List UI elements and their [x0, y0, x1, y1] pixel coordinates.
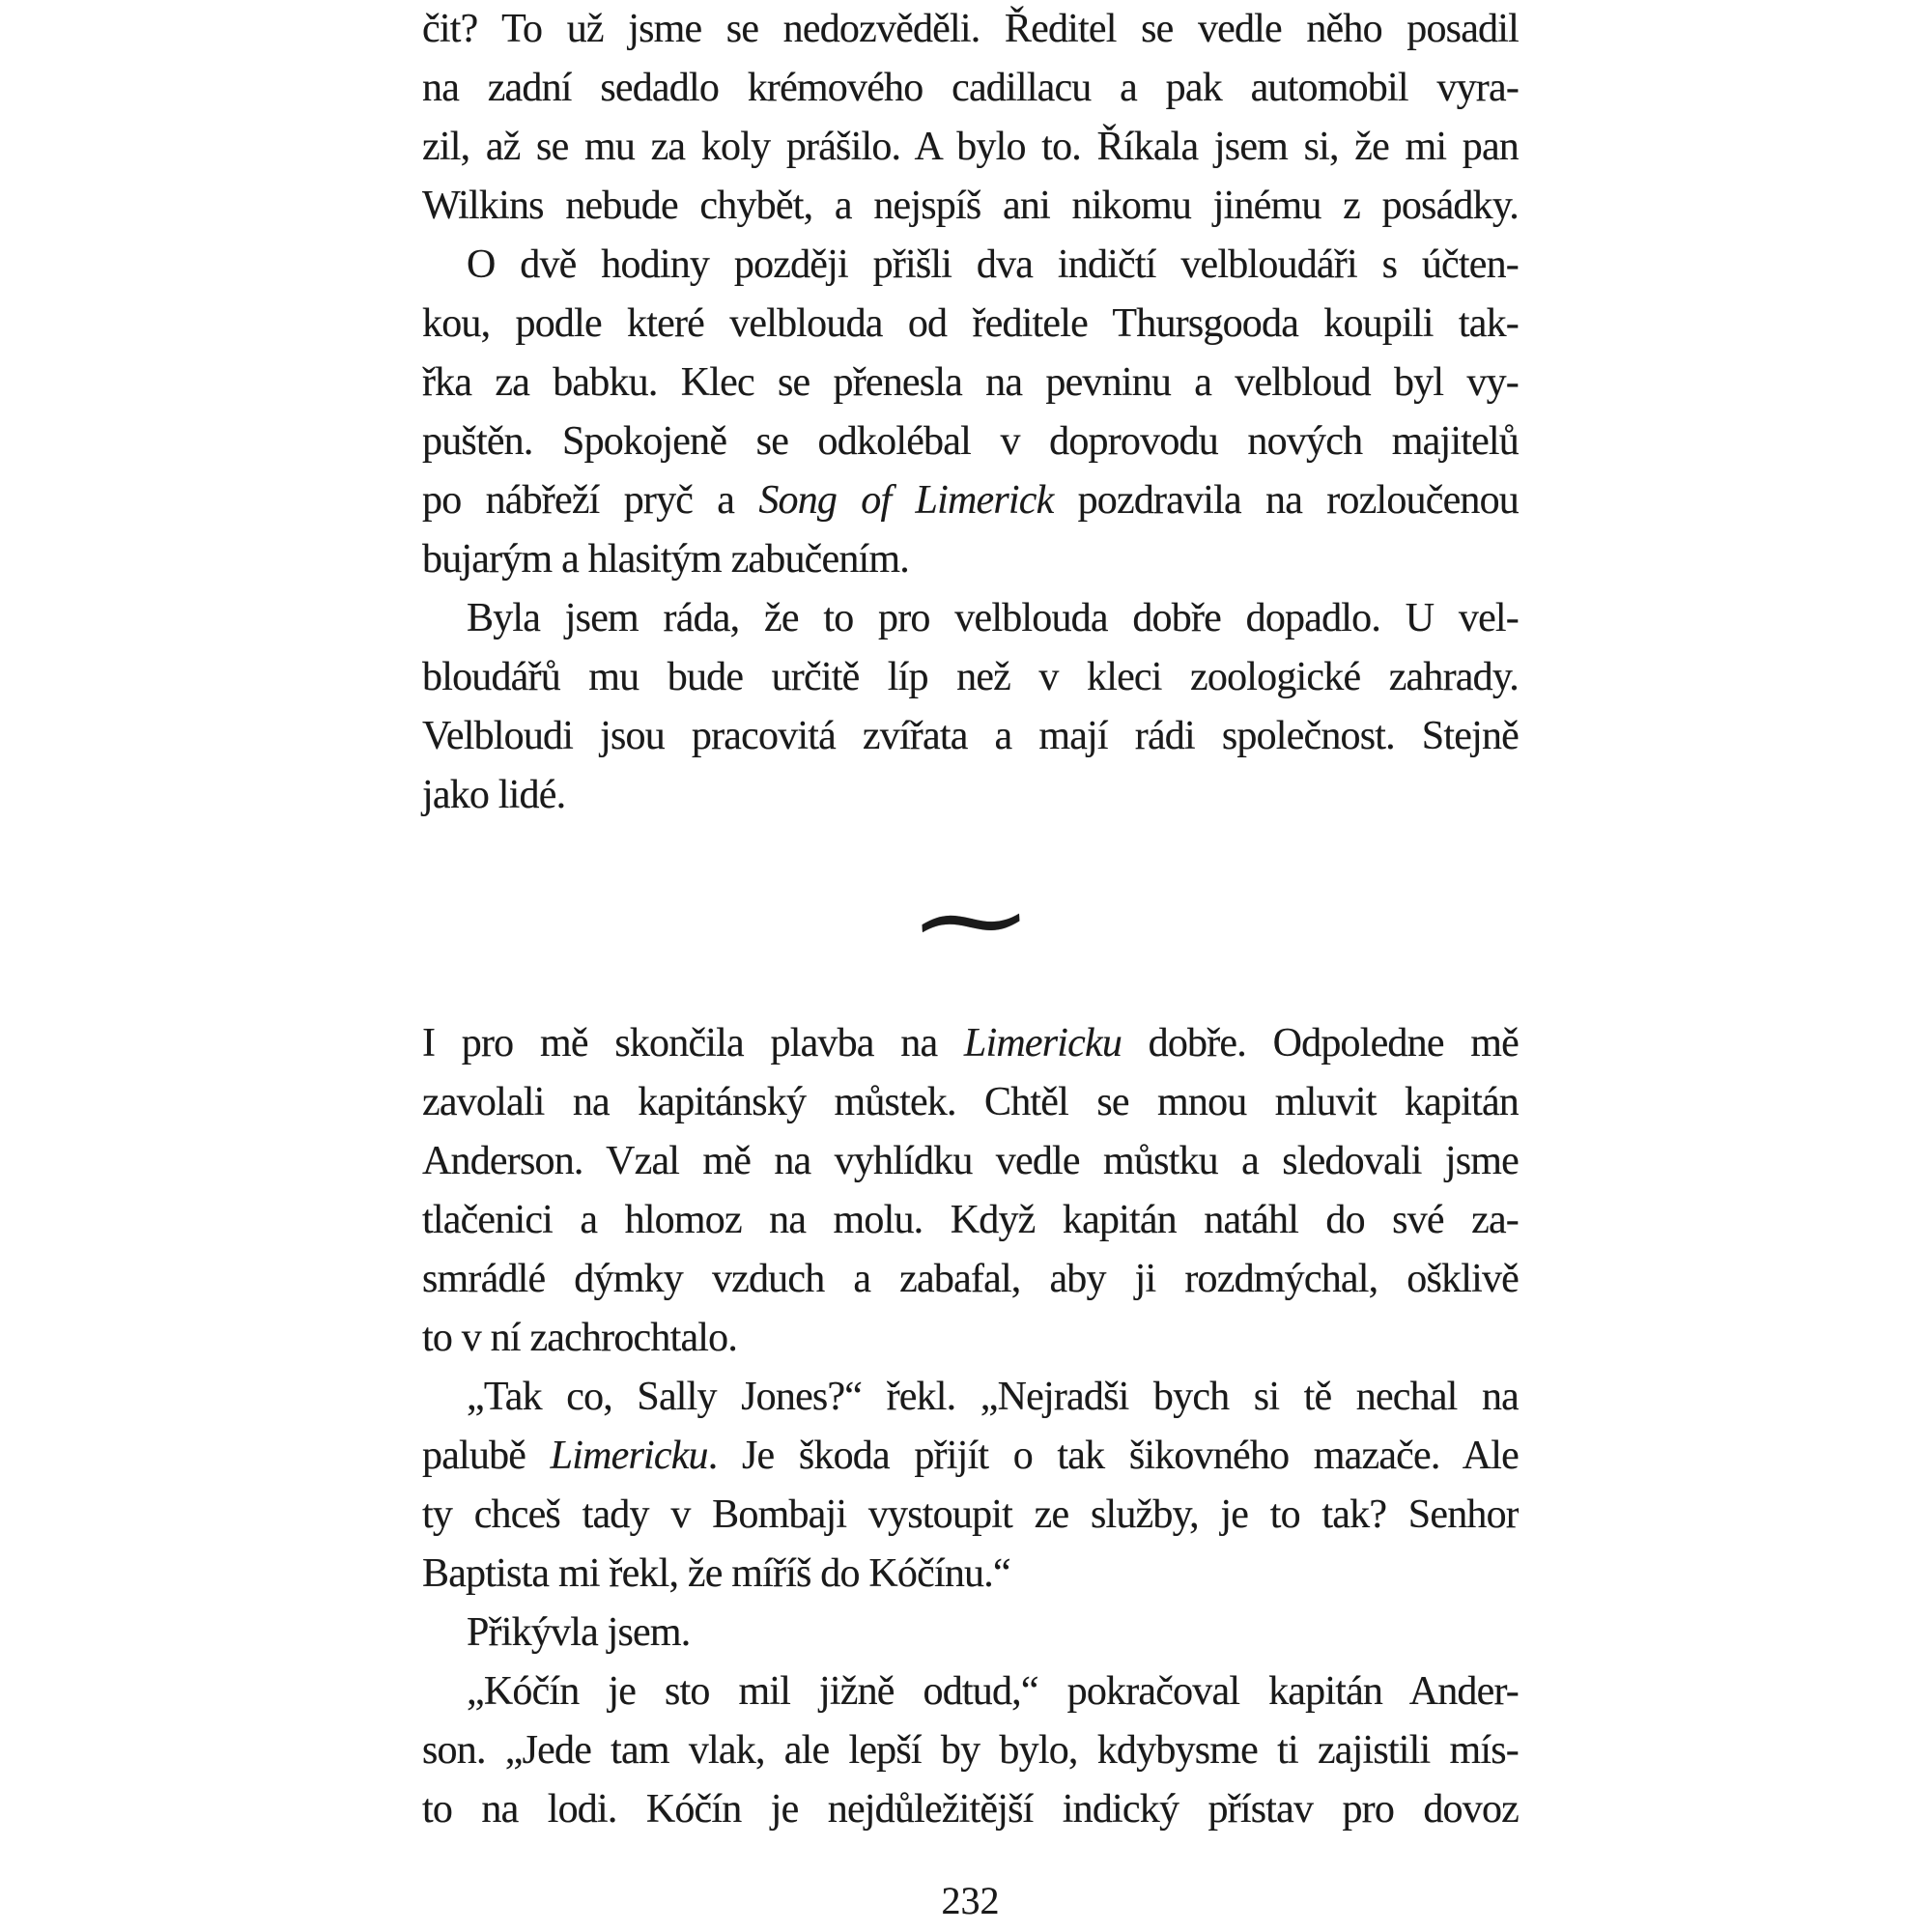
text-segment: Baptista mi řekl, že míříš do Kóčínu.“	[422, 1551, 1010, 1596]
text-segment: dobře. Odpoledne mě	[1122, 1021, 1519, 1065]
text-line	[422, 354, 1519, 412]
text-line	[422, 1604, 1519, 1662]
text-segment: palubě	[422, 1434, 551, 1478]
text-segment: zavolali na kapitánský můstek. Chtěl se mnou mluvit kapitán	[422, 1080, 1519, 1124]
paragraph	[422, 236, 1519, 589]
section-divider	[422, 825, 1519, 1014]
text-segment: po nábřeží pryč a	[422, 478, 759, 523]
text-segment: Anderson. Vzal mě na vyhlídku vedle můstku a sledovali jsme	[422, 1139, 1519, 1183]
text-segment: tlačenici a hlomoz na molu. Když kapitán natáhl do své za-	[422, 1198, 1519, 1242]
text-segment: řka za babku. Klec se přenesla na pevninu a velbloud byl vy-	[422, 360, 1519, 405]
text-segment: smrádlé dýmky vzduch a zabafal, aby ji rozdmýchal, ošklivě	[422, 1257, 1519, 1301]
ship-name-italic: Limericku	[963, 1021, 1122, 1065]
section-1	[422, 0, 1519, 825]
text-segment: bloudářů mu bude určitě líp než v kleci zoologické zahrady.	[422, 655, 1519, 699]
paragraph	[422, 1368, 1519, 1604]
text-line	[422, 118, 1519, 177]
text-line	[422, 177, 1519, 236]
text-line	[422, 1014, 1519, 1073]
text-segment: ty chceš tady v Bombaji vystoupit ze služby, je to tak? Senhor	[422, 1492, 1519, 1537]
text-segment: kou, podle které velblouda od ředitele Thursgooda koupili tak-	[422, 301, 1519, 346]
text-segment: Wilkins nebude chybět, a nejspíš ani nikomu jinému z posádky.	[422, 184, 1519, 228]
text-line	[422, 766, 1519, 825]
text-segment: O dvě hodiny později přišli dva indičtí velbloudáři s účten-	[467, 242, 1519, 287]
text-line	[422, 530, 1519, 589]
text-line	[422, 236, 1519, 295]
text-line	[422, 1486, 1519, 1545]
text-line	[422, 707, 1519, 766]
text-line	[422, 0, 1519, 59]
section-2	[422, 1014, 1519, 1839]
ship-name-italic: Limericku	[550, 1434, 708, 1478]
book-page	[422, 0, 1519, 1932]
text-line	[422, 1073, 1519, 1132]
paragraph	[422, 0, 1519, 236]
text-line	[422, 1309, 1519, 1368]
text-segment: na zadní sedadlo krémového cadillacu a pak automobil vyra-	[422, 66, 1519, 110]
text-segment: „Tak co, Sally Jones?“ řekl. „Nejradši bych si tě nechal na	[467, 1375, 1519, 1419]
text-line	[422, 1545, 1519, 1604]
text-line	[422, 59, 1519, 118]
text-segment: bujarým a hlasitým zabučením.	[422, 537, 909, 582]
text-segment: Byla jsem ráda, že to pro velblouda dobře dopadlo. U vel-	[467, 596, 1519, 640]
text-line	[422, 648, 1519, 707]
paragraph	[422, 589, 1519, 825]
text-segment: „Kóčín je sto mil jižně odtud,“ pokračoval kapitán Ander-	[467, 1669, 1519, 1714]
text-line	[422, 1780, 1519, 1839]
text-segment: Velbloudi jsou pracovitá zvířata a mají rádi společnost. Stejně	[422, 714, 1519, 758]
text-segment: puštěn. Spokojeně se odkolébal v doprovodu nových majitelů	[422, 419, 1519, 464]
paragraph	[422, 1662, 1519, 1839]
text-segment: pozdravila na rozloučenou	[1053, 478, 1519, 523]
text-segment: to v ní zachrochtalo.	[422, 1316, 738, 1360]
text-line	[422, 1721, 1519, 1780]
text-line	[422, 1191, 1519, 1250]
text-segment: . Je škoda přijít o tak šikovného mazače. Ale	[707, 1434, 1519, 1478]
text-line	[422, 1662, 1519, 1721]
text-line	[422, 1427, 1519, 1486]
text-line	[422, 412, 1519, 471]
page-number: 232	[941, 1879, 1000, 1922]
text-line	[422, 1250, 1519, 1309]
ship-name-italic: Song of Limerick	[758, 478, 1054, 523]
text-segment: I pro mě skončila plavba na	[422, 1021, 964, 1065]
text-line	[422, 295, 1519, 354]
paragraph	[422, 1604, 1519, 1662]
text-line	[422, 471, 1519, 530]
text-segment: čit? To už jsme se nedozvěděli. Ředitel se vedle něho posadil	[422, 7, 1519, 51]
text-line	[422, 1368, 1519, 1427]
text-segment: son. „Jede tam vlak, ale lepší by bylo, kdybysme ti zajistili mís-	[422, 1728, 1519, 1773]
text-line	[422, 589, 1519, 648]
text-segment: jako lidé.	[422, 773, 566, 817]
text-line	[422, 1132, 1519, 1191]
text-segment: zil, až se mu za koly prášilo. A bylo to. Říkala jsem si, že mi pan	[422, 125, 1519, 169]
paragraph	[422, 1014, 1519, 1368]
text-segment: Přikývla jsem.	[467, 1610, 691, 1655]
tilde-ornament: ~	[902, 858, 1038, 981]
text-segment: to na lodi. Kóčín je nejdůležitější indický přístav pro dovoz	[422, 1787, 1519, 1832]
